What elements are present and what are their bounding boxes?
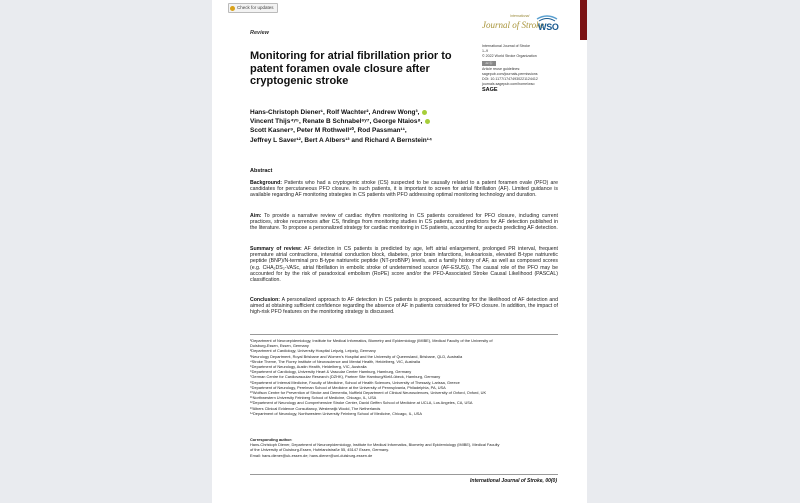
affiliation-line: ⁶Department of Cardiology, University Heart & Vascular Center Hamburg, Hamburg, Germany [250, 369, 412, 375]
affiliation-line: ²Department of Cardiology, University Hospital Leipzig, Leipzig, Germany [250, 348, 376, 354]
updates-icon [230, 6, 235, 11]
footer-divider [250, 474, 558, 475]
abstract-label: Summary of review: [250, 246, 302, 252]
corresponding-heading: Corresponding author: [250, 437, 293, 442]
meta-line: 1–9 [482, 49, 488, 54]
corresponding-author [250, 437, 558, 458]
affiliation-line: ⁸Department of Internal Medicine, Faculty of Medicine, School of Health Sciences, University of Thessaly, Larissa, Greece [250, 379, 460, 385]
affiliation-line: Duisburg-Essen, Essen, Germany [250, 343, 309, 349]
author-line-text: Hans-Christoph Diener¹, Rolf Wachter², Andrew Wong³, [250, 109, 420, 116]
abstract-aim [250, 213, 558, 232]
meta-line[interactable]: Article reuse guidelines: [482, 66, 521, 71]
orcid-icon[interactable] [422, 110, 427, 115]
abstract-summary [250, 246, 558, 283]
corresponding-line: of the University of Duisburg-Essen, Hufelandstraße 55, 45147 Essen, Germany. [250, 447, 389, 453]
affiliation-line: ¹Department of Neuroepidemiology, Institute for Medical Informatics, Biometry and Epidemiology (IMIBE), Medical Faculty of the University of [250, 338, 493, 343]
orcid-icon[interactable] [425, 119, 430, 124]
meta-line[interactable]: journals.sagepub.com/home/wso [482, 82, 535, 87]
affiliation-line: ¹⁴Department of Neurology, Northwestern University Feinberg School of Medicine, Chicago, IL, USA [250, 410, 422, 416]
abstract-text: To provide a narrative review of cardiac rhythm monitoring in CS patients considered for PFO closure, including current practices, stroke recurrences after CS, findings from monitoring studies in CS patients, and predictors for AF detection published in the literature. To propose a personalized strategy for cardiac monitoring in CS patients, accounting for aspects predicting AF detection. [250, 213, 558, 232]
meta-line: © 2022 World Stroke Organization [482, 54, 537, 59]
check-for-updates-button[interactable] [228, 3, 278, 13]
meta-line: International Journal of Stroke [482, 44, 530, 48]
running-footer: International Journal of Stroke, 00(0) [470, 478, 557, 484]
affiliation-line: ⁴Stroke Theme, The Florey Institute of Neuroscience and Mental Health, Heidelberg, VIC, Australia [250, 358, 420, 364]
affiliation-line: ³Neurology Department, Royal Brisbane and Women’s Hospital and the University of Queensland, Brisbane, QLD, Australia [250, 353, 463, 359]
abstract-conclusion [250, 297, 558, 316]
abstract-text: Patients who had a cryptogenic stroke (CS) suspected to be causally related to a patent foramen ovale (PFO) are candidates for percutaneous PFO closure. In such patients, it is important to screen for atrial fibrillation (AF). Limited guidance is available regarding AF monitoring strategies in CS patients with PFO addressing optimal monitoring technology and duration. [250, 180, 558, 199]
meta-line[interactable]: sagepub.com/journals-permissions [482, 71, 538, 76]
abstract-text: A personalized approach to AF detection in CS patients is proposed, accounting for the likelihood of AF detection and aimed at obtaining sufficient confidence regarding the absence of AF in patients considered for PFO closure. In addition, the impact of high-risk PFO features on the monitoring strategy is discussed. [250, 297, 559, 316]
sage-logo: SAGE [482, 87, 498, 94]
article-meta [482, 44, 567, 94]
affiliation-line: ⁷German Centre for Cardiovascular Research (DZHK), Partner Site Hamburg/Kiel/Lübeck, Hamburg, Germany [250, 374, 441, 380]
wso-logo-text: WSO [538, 22, 559, 32]
accent-bar [580, 0, 587, 40]
article-title: Monitoring for atrial fibrillation prior to patent foramen ovale closure after cryptogenic stroke [250, 50, 452, 87]
corresponding-email[interactable]: Email: hans.diener@uk-essen.de; hans.diener@uni-duisburg-essen.de [250, 452, 373, 458]
affiliation-line: ¹⁰Wolfson Centre for Prevention of Stroke and Dementia, Nuffield Department of Clinical Neurosciences, University of Oxford, Oxford, UK [250, 390, 487, 396]
author-line: Jeffrey L Saver¹², Bert A Albers¹³ and Richard A Bernstein¹⁴ [250, 136, 433, 144]
article-page [212, 0, 587, 503]
abstract-label: Aim: [250, 213, 262, 219]
affiliation-line: ¹²Department of Neurology and Comprehensive Stroke Center, David Geffen School of Medicine at UCLA, Los Angeles, CA, USA [250, 400, 473, 406]
affiliation-line: ⁵Department of Neurology, Austin Health, Heidelberg, VIC, Australia [250, 364, 367, 370]
author-line-text: Vincent Thijs⁴ʸ⁵, Renate B Schnabel⁶ʸ⁷, George Ntaios⁸, [250, 118, 423, 126]
meta-line[interactable]: DOI: 10.1177/17474930221124412 [482, 77, 538, 82]
affiliations [250, 338, 558, 416]
abstract-label: Background: [250, 180, 282, 186]
corresponding-line: Hans-Christoph Diener, Department of Neuroepidemiology, Institute for Medical Informatics, Biometry and Epidemiology (IMIBE), Medical Faculty [250, 442, 500, 448]
abstract-background [250, 180, 558, 199]
author-line [250, 117, 480, 126]
wso-logo [534, 14, 560, 34]
abstract-label: Conclusion: [250, 297, 280, 303]
journal-logo-name: Journal of Stroke [482, 20, 545, 30]
author-list [250, 108, 480, 145]
author-line: Scott Kasner⁹, Peter M Rothwell¹⁰, Rod Passman¹¹, [250, 127, 407, 135]
check-for-updates-label: Check for updates [237, 5, 274, 10]
section-label: Review [250, 30, 269, 36]
journal-logo-small: International [510, 14, 530, 18]
affiliation-line: ¹³Albers Clinical Evidence Consultancy, Westerwijk Woold, The Netherlands [250, 405, 381, 411]
affiliation-line: ¹¹Northwestern University Feinberg School of Medicine, Chicago, IL, USA [250, 395, 377, 401]
divider [250, 334, 558, 335]
author-line [250, 108, 480, 117]
abstract-heading: Abstract [250, 168, 273, 174]
abstract-text: AF detection in CS patients is predicted by age, left atrial enlargement, prolonged PR interval, frequent premature atrial contractions, interatrial conduction block, diabetes, prior brain infarctions, leukoariosis, elevated B-type natriuretic peptide (BNP)/N-terminal pro B-type natriuretic peptide (NT-proBNP) levels, and a family history of AF, as well as composed scores (e.g. CHA₂DS₂-VASc, atrial fibrillation in embolic stroke of undetermined source (AF-ESUS)). The causal role of the PFO may be accounted for by the risk of paradoxical embolism (RoPE) score and/or the PFO-Associated Stroke Causal Likelihood (PASCAL) classification. [250, 246, 558, 284]
journal-logo [482, 14, 545, 34]
affiliation-line: ⁹Department of Neurology, Perelman School of Medicine at the University of Pennsylvania, Philadelphia, PA, USA [250, 384, 446, 390]
cc-license-icon: cc ⓑ [482, 61, 496, 66]
